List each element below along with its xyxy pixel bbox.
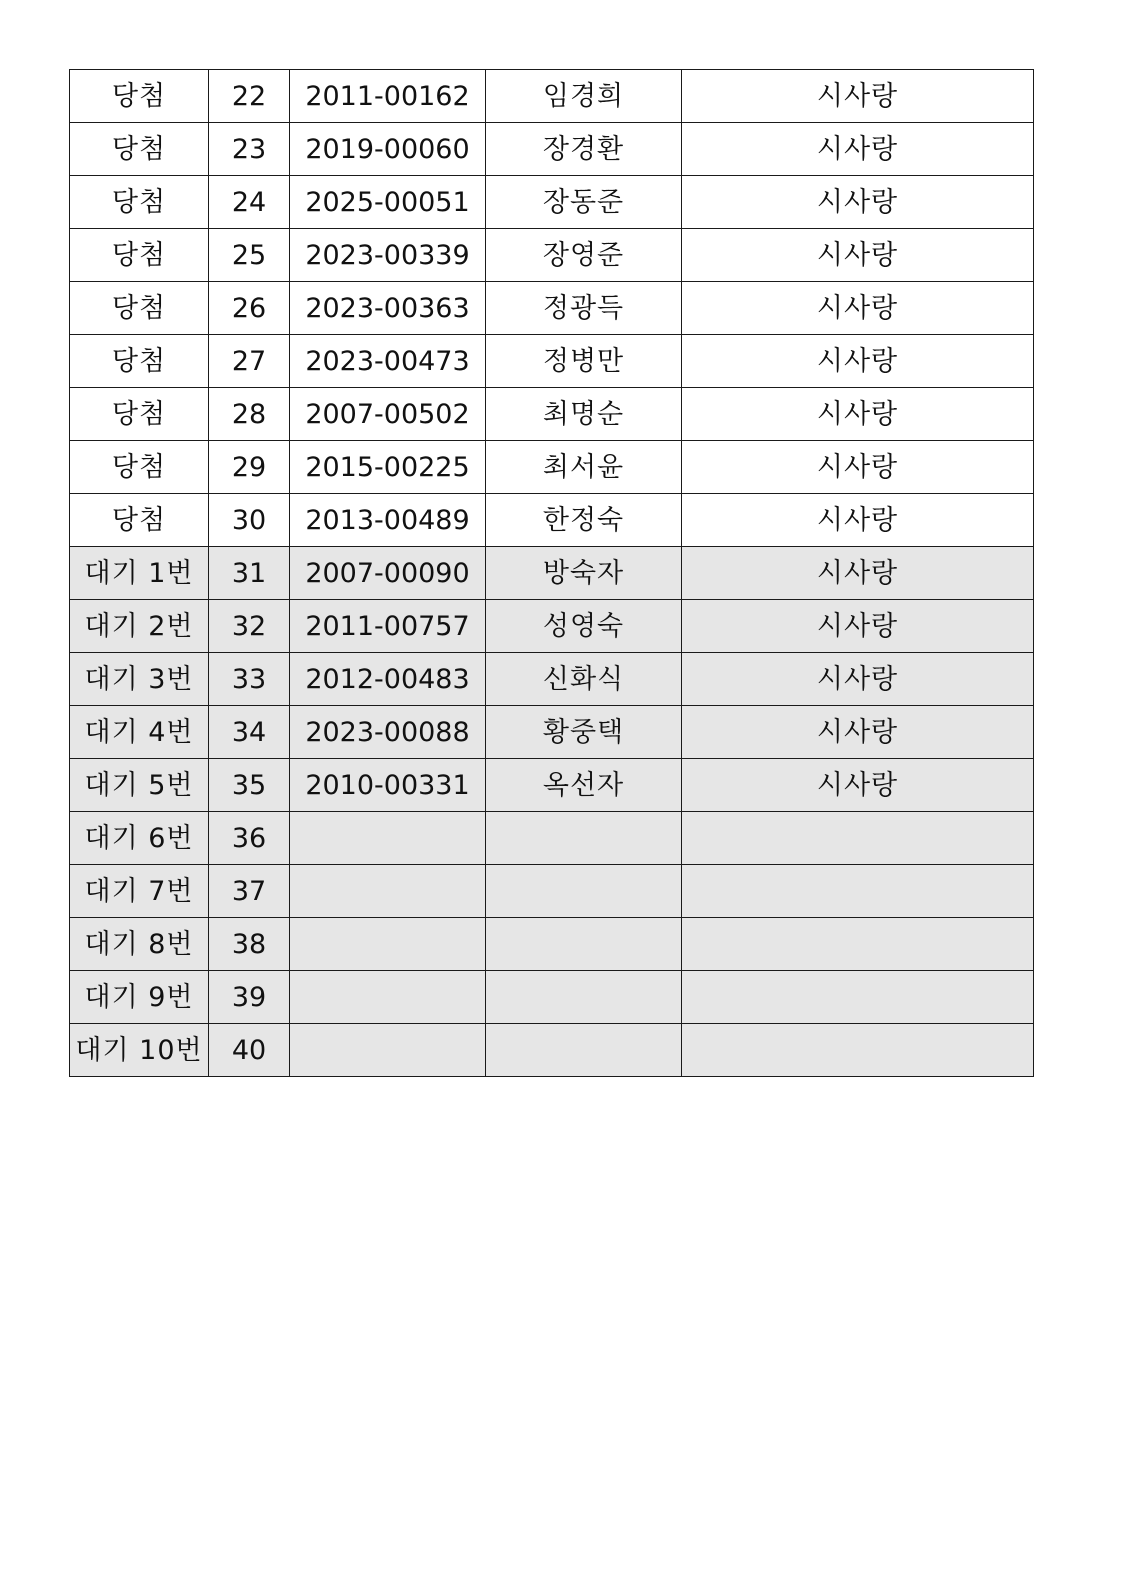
status-cell: 당첨 — [70, 494, 209, 547]
status-cell: 대기 1번 — [70, 547, 209, 600]
lottery-results-table — [69, 69, 1034, 1077]
status-cell: 당첨 — [70, 176, 209, 229]
number-cell: 27 — [209, 335, 290, 388]
group-cell: 시사랑 — [682, 759, 1034, 812]
member-id-cell: 2023-00363 — [290, 282, 486, 335]
member-id-cell: 2012-00483 — [290, 653, 486, 706]
number-cell: 39 — [209, 971, 290, 1024]
winner-row — [70, 229, 1034, 282]
member-id-cell — [290, 865, 486, 918]
member-name-cell: 성영숙 — [486, 600, 682, 653]
member-id-cell: 2011-00162 — [290, 70, 486, 123]
group-cell — [682, 812, 1034, 865]
status-cell: 당첨 — [70, 388, 209, 441]
group-cell: 시사랑 — [682, 494, 1034, 547]
status-cell: 당첨 — [70, 335, 209, 388]
status-cell: 대기 6번 — [70, 812, 209, 865]
group-cell: 시사랑 — [682, 706, 1034, 759]
winner-row — [70, 388, 1034, 441]
number-cell: 30 — [209, 494, 290, 547]
member-name-cell: 최명순 — [486, 388, 682, 441]
member-id-cell: 2007-00090 — [290, 547, 486, 600]
status-cell: 당첨 — [70, 282, 209, 335]
waitlist-row — [70, 1024, 1034, 1077]
number-cell: 23 — [209, 123, 290, 176]
group-cell — [682, 971, 1034, 1024]
member-name-cell: 정병만 — [486, 335, 682, 388]
group-cell — [682, 1024, 1034, 1077]
winner-row — [70, 441, 1034, 494]
number-cell: 35 — [209, 759, 290, 812]
group-cell: 시사랑 — [682, 123, 1034, 176]
status-cell: 대기 2번 — [70, 600, 209, 653]
group-cell: 시사랑 — [682, 70, 1034, 123]
member-name-cell: 옥선자 — [486, 759, 682, 812]
group-cell: 시사랑 — [682, 441, 1034, 494]
group-cell: 시사랑 — [682, 282, 1034, 335]
number-cell: 37 — [209, 865, 290, 918]
winner-row — [70, 335, 1034, 388]
member-name-cell: 한정숙 — [486, 494, 682, 547]
number-cell: 24 — [209, 176, 290, 229]
status-cell: 대기 5번 — [70, 759, 209, 812]
group-cell: 시사랑 — [682, 335, 1034, 388]
member-name-cell — [486, 812, 682, 865]
number-cell: 26 — [209, 282, 290, 335]
waitlist-row — [70, 547, 1034, 600]
status-cell: 당첨 — [70, 123, 209, 176]
status-cell: 대기 7번 — [70, 865, 209, 918]
number-cell: 36 — [209, 812, 290, 865]
member-name-cell — [486, 865, 682, 918]
winner-row — [70, 282, 1034, 335]
member-name-cell — [486, 918, 682, 971]
member-id-cell: 2023-00088 — [290, 706, 486, 759]
number-cell: 33 — [209, 653, 290, 706]
member-name-cell: 정광득 — [486, 282, 682, 335]
member-id-cell — [290, 918, 486, 971]
number-cell: 29 — [209, 441, 290, 494]
number-cell: 25 — [209, 229, 290, 282]
group-cell: 시사랑 — [682, 388, 1034, 441]
status-cell: 당첨 — [70, 441, 209, 494]
member-id-cell: 2023-00473 — [290, 335, 486, 388]
member-id-cell — [290, 1024, 486, 1077]
winner-row — [70, 494, 1034, 547]
member-name-cell: 최서윤 — [486, 441, 682, 494]
waitlist-row — [70, 971, 1034, 1024]
member-id-cell: 2007-00502 — [290, 388, 486, 441]
status-cell: 대기 4번 — [70, 706, 209, 759]
waitlist-row — [70, 706, 1034, 759]
group-cell — [682, 865, 1034, 918]
member-name-cell: 장경환 — [486, 123, 682, 176]
waitlist-row — [70, 653, 1034, 706]
member-id-cell: 2010-00331 — [290, 759, 486, 812]
group-cell: 시사랑 — [682, 547, 1034, 600]
member-id-cell: 2013-00489 — [290, 494, 486, 547]
winner-row — [70, 123, 1034, 176]
status-cell: 당첨 — [70, 70, 209, 123]
number-cell: 34 — [209, 706, 290, 759]
group-cell: 시사랑 — [682, 600, 1034, 653]
member-name-cell — [486, 971, 682, 1024]
member-name-cell: 황중택 — [486, 706, 682, 759]
member-name-cell: 신화식 — [486, 653, 682, 706]
status-cell: 당첨 — [70, 229, 209, 282]
member-id-cell — [290, 971, 486, 1024]
member-id-cell: 2019-00060 — [290, 123, 486, 176]
member-name-cell: 장동준 — [486, 176, 682, 229]
winner-row — [70, 176, 1034, 229]
group-cell — [682, 918, 1034, 971]
waitlist-row — [70, 865, 1034, 918]
status-cell: 대기 8번 — [70, 918, 209, 971]
group-cell: 시사랑 — [682, 653, 1034, 706]
member-name-cell — [486, 1024, 682, 1077]
waitlist-row — [70, 600, 1034, 653]
member-name-cell: 임경희 — [486, 70, 682, 123]
status-cell: 대기 3번 — [70, 653, 209, 706]
member-id-cell: 2015-00225 — [290, 441, 486, 494]
winner-row — [70, 70, 1034, 123]
number-cell: 28 — [209, 388, 290, 441]
member-name-cell: 방숙자 — [486, 547, 682, 600]
status-cell: 대기 10번 — [70, 1024, 209, 1077]
member-id-cell: 2025-00051 — [290, 176, 486, 229]
member-name-cell: 장영준 — [486, 229, 682, 282]
number-cell: 38 — [209, 918, 290, 971]
number-cell: 40 — [209, 1024, 290, 1077]
waitlist-row — [70, 812, 1034, 865]
waitlist-row — [70, 918, 1034, 971]
waitlist-row — [70, 759, 1034, 812]
results-table-body — [70, 70, 1034, 1077]
member-id-cell — [290, 812, 486, 865]
number-cell: 32 — [209, 600, 290, 653]
member-id-cell: 2023-00339 — [290, 229, 486, 282]
number-cell: 22 — [209, 70, 290, 123]
group-cell: 시사랑 — [682, 229, 1034, 282]
member-id-cell: 2011-00757 — [290, 600, 486, 653]
group-cell: 시사랑 — [682, 176, 1034, 229]
status-cell: 대기 9번 — [70, 971, 209, 1024]
number-cell: 31 — [209, 547, 290, 600]
